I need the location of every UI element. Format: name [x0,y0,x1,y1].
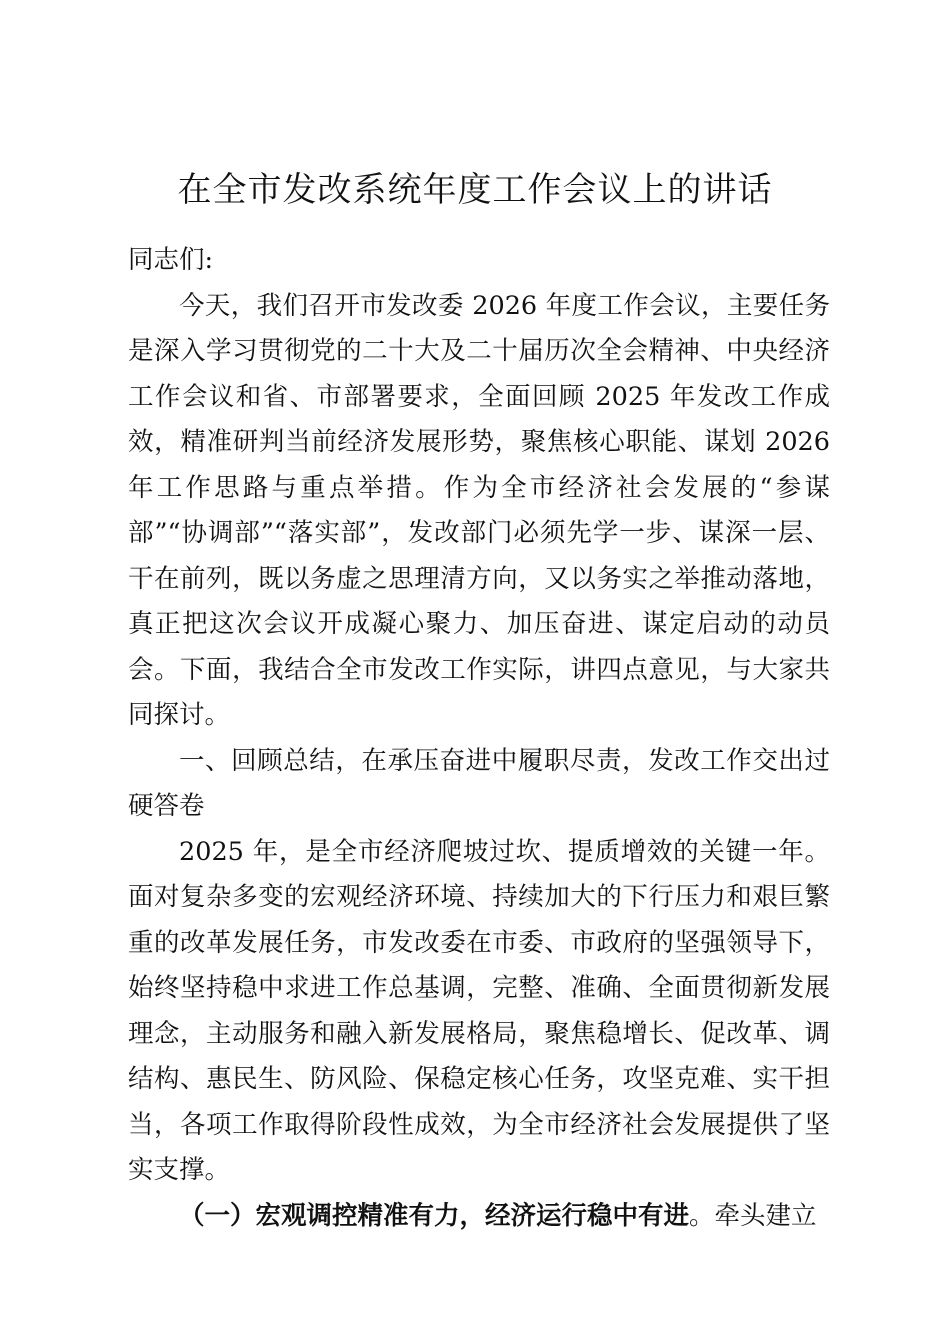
section-heading-1: 一、回顾总结，在承压奋进中履职尽责，发改工作交出过硬答卷 [128,745,830,821]
subsection-heading: （一）宏观调控精准有力，经济运行稳中有进 [179,1200,690,1231]
subsection-paragraph [128,1194,830,1240]
salutation: 同志们: [128,245,214,275]
document-body [128,238,830,1239]
document-title: 在全市发改系统年度工作会议上的讲话 [177,170,773,210]
paragraph-review: 2025 年，是全市经济爬坡过坎、提质增效的关键一年。面对复杂多变的宏观经济环境、持续加大的下行压力和艰巨繁重的改革发展任务，市发改委在市委、市政府的坚强领导下，始终坚持稳中求进工作总基调，完整、准确、全面贯彻新发展理念，主动服务和融入新发展格局，聚焦稳增长、促改革、调结构、惠民生、防风险、保稳定核心任务，攻坚克难、实干担当，各项工作取得阶段性成效，为全市经济社会发展提供了坚实支撑。 [128,836,830,1185]
paragraph-intro: 今天，我们召开市发改委 2026 年度工作会议，主要任务是深入学习贯彻党的二十大及二十届历次全会精神、中央经济工作会议和省、市部署要求，全面回顾 2025 年发改工作成效，精准研判当前经济发展形势，聚焦核心职能、谋划 2026 年工作思路与重点举措。作为全市经济社会发展的“参谋部”“协调部”“落实部”，发改部门必须先学一步、谋深一层、干在前列，既以务虚之思理清方向，又以务实之举推动落地，真正把这次会议开成凝心聚力、加压奋进、谋定启动的动员会。下面，我结合全市发改工作实际，讲四点意见，与大家共同探讨。 [128,290,830,730]
subsection-text: 。牵头建立 [689,1200,817,1231]
